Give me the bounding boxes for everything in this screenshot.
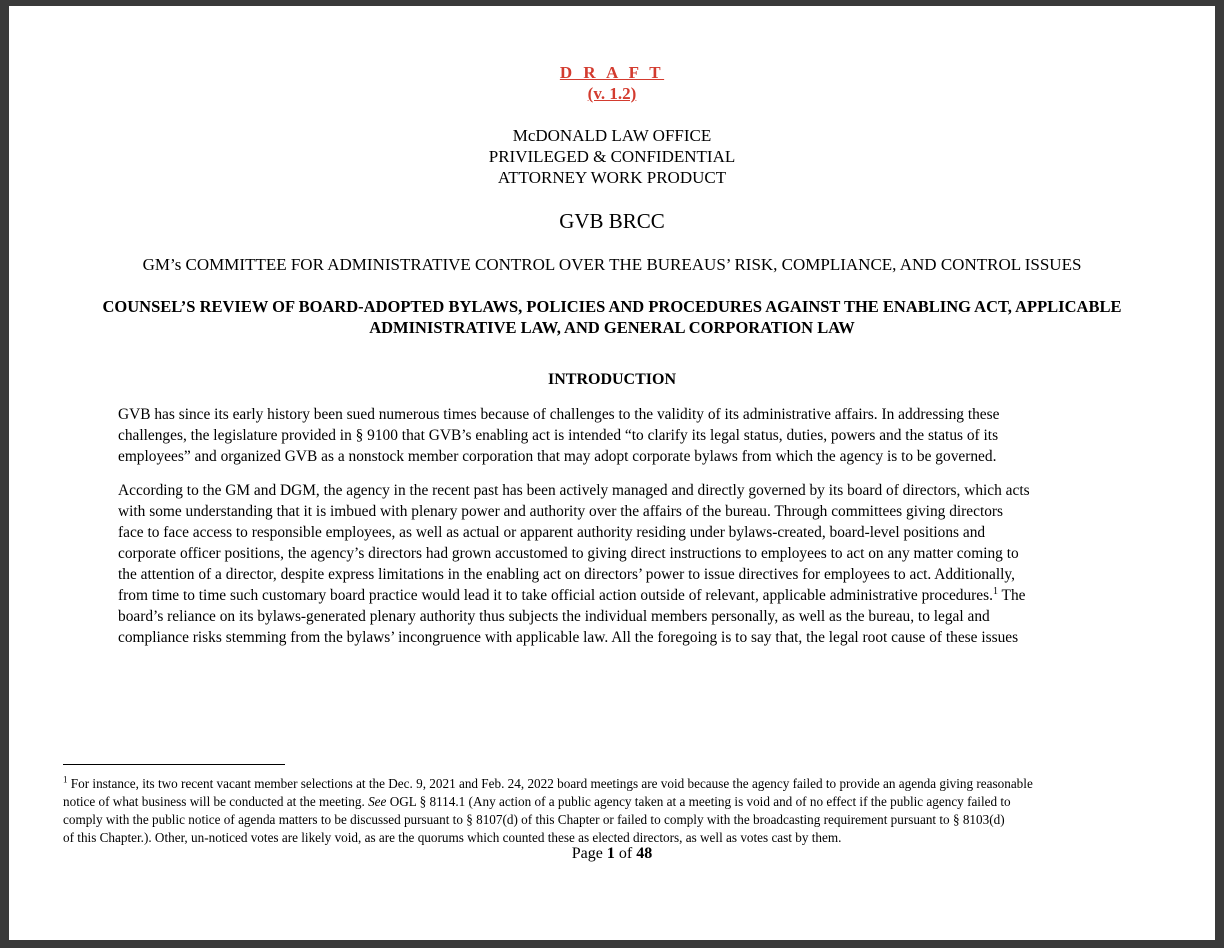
footnote-line (63, 793, 1173, 811)
text-line: challenges, the legislature provided in § 9100 that GVB’s enabling act is intended “to clarify its legal status, duties, powers and the status of its (118, 427, 999, 444)
text-line: According to the GM and DGM, the agency in the recent past has been actively managed and directly governed by its board of directors, which acts (118, 482, 1030, 499)
office-block (9, 125, 1215, 188)
text-segment: For instance, its two recent vacant member selections at the Dec. 9, 2021 and Feb. 24, 2022 board meetings are void because the agency failed to provide an agenda giving reasonable (67, 776, 1033, 791)
page-prefix: Page (571, 845, 607, 862)
review-title-line: ADMINISTRATIVE LAW, AND GENERAL CORPORATION LAW (369, 318, 855, 337)
footnote (63, 775, 1173, 847)
footnote-line (63, 775, 1173, 793)
privilege-notice: PRIVILEGED & CONFIDENTIAL (488, 147, 736, 166)
org-title: GVB BRCC (559, 209, 665, 233)
review-title-line: COUNSEL’S REVIEW OF BOARD-ADOPTED BYLAWS, POLICIES AND PROCEDURES AGAINST THE ENABLING ACT, APPLICABLE (102, 297, 1122, 316)
text-segment: from time to time such customary board practice would lead it to take official action outside of relevant, applicable administrative procedures. (118, 587, 993, 604)
text-line: corporate officer positions, the agency’s directors had grown accustomed to giving direct instructions to employees to act on any matter coming to (118, 545, 1019, 562)
page-number (9, 845, 1215, 863)
text-segment: notice of what business will be conducted at the meeting. (63, 794, 369, 809)
footnote-line: of this Chapter.). Other, un-noticed votes are likely void, as are the quorums which counted these as elected directors, as well as votes cast by them. (63, 830, 842, 845)
review-title (69, 296, 1155, 338)
text-segment: The (997, 587, 1026, 604)
text-line: employees” and organized GVB as a nonstock member corporation that may adopt corporate bylaws from which the agency is to be governed. (118, 448, 997, 465)
total-pages: 48 (636, 845, 653, 862)
text-line: board’s reliance on its bylaws-generated plenary authority thus subjects the individual members personally, as well as the bureau, to legal and (118, 608, 990, 625)
text-line: with some understanding that it is imbued with plenary power and authority over the affairs of the bureau. Through committees giving directors (118, 503, 1004, 520)
footnote-ref-link[interactable]: 1 (992, 585, 998, 597)
document-page (9, 6, 1215, 940)
paragraph-2 (118, 480, 1118, 648)
current-page: 1 (606, 845, 615, 862)
paragraph-1 (118, 404, 1118, 467)
version-label: (v. 1.2) (587, 84, 637, 103)
text-line: face to face access to responsible employees, as well as actual or apparent authority residing under bylaws-created, board-level positions and (118, 524, 986, 541)
footnote-separator (63, 764, 285, 765)
page-of: of (614, 845, 637, 862)
text-line: compliance risks stemming from the bylaws’ incongruence with applicable law. All the foregoing is to say that, the legal root cause of these issues (118, 629, 1019, 646)
text-line: GVB has since its early history been sued numerous times because of challenges to the validity of its administrative affairs. In addressing these (118, 406, 1000, 423)
footnote-number: 1 (63, 774, 68, 785)
section-heading: INTRODUCTION (547, 371, 676, 388)
office-name: McDONALD LAW OFFICE (512, 126, 712, 145)
committee-title: GM’s COMMITTEE FOR ADMINISTRATIVE CONTROL OVER THE BUREAUS’ RISK, COMPLIANCE, AND CONTROL ISSUES (142, 255, 1082, 274)
text-line-with-footnote (118, 585, 1118, 606)
text-segment: OGL § 8114.1 (Any action of a public agency taken at a meeting is void and of no effect if the public agency failed to (386, 794, 1011, 809)
citation-signal: See (368, 794, 387, 809)
draft-label: D R A F T (559, 63, 665, 82)
footnote-line: comply with the public notice of agenda matters to be discussed pursuant to § 8107(d) of this Chapter or failed to comply with the broadcasting requirement pursuant to § 8103(d) (63, 812, 1005, 827)
text-line: the attention of a director, despite express limitations in the enabling act on directors’ power to issue directives for employees to act. Additionally, (118, 566, 1015, 583)
work-product-notice: ATTORNEY WORK PRODUCT (497, 168, 727, 187)
